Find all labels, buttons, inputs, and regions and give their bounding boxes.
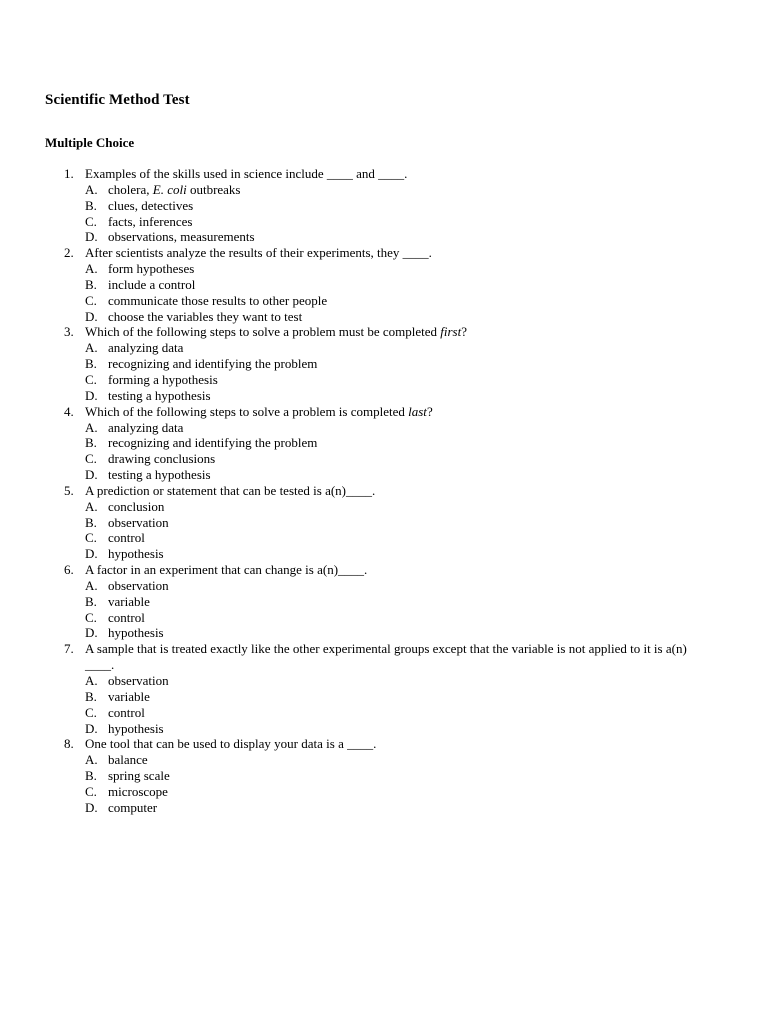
option-text: hypothesis xyxy=(108,546,164,562)
answer-option xyxy=(85,182,715,198)
question-text-segment: A sample that is treated exactly like the other experimental groups except that the variable is not applied to it is a(n) ____. xyxy=(85,641,687,673)
option-text: conclusion xyxy=(108,498,165,514)
answer-option xyxy=(85,689,715,705)
option-letter: B. xyxy=(85,514,97,530)
section-heading: Multiple Choice xyxy=(45,135,135,150)
option-letter: C. xyxy=(85,371,97,387)
option-letter: A. xyxy=(85,673,98,689)
answer-option xyxy=(85,625,715,641)
option-text: recognizing and identifying the problem xyxy=(108,435,318,451)
question-text-segment: last xyxy=(408,403,427,419)
question-text xyxy=(85,404,715,420)
question-item xyxy=(45,404,715,483)
option-letter: B. xyxy=(85,356,97,372)
option-letter: A. xyxy=(85,419,98,435)
option-letter: A. xyxy=(85,752,98,768)
option-letter: C. xyxy=(85,451,97,467)
answer-option xyxy=(85,198,715,214)
page-title: Scientific Method Test xyxy=(45,92,190,108)
answer-option xyxy=(85,515,715,531)
answer-option xyxy=(85,705,715,721)
option-text: observation xyxy=(108,577,169,593)
question-text-segment: A factor in an experiment that can change is a(n)____. xyxy=(85,561,368,577)
question-number: 3. xyxy=(64,324,74,340)
question-number: 5. xyxy=(64,482,74,498)
option-letter: C. xyxy=(85,530,97,546)
answer-option xyxy=(85,420,715,436)
answer-option xyxy=(85,800,715,816)
option-text: spring scale xyxy=(108,768,170,784)
option-letter: C. xyxy=(85,609,97,625)
option-text: testing a hypothesis xyxy=(108,387,211,403)
option-letter: D. xyxy=(85,799,98,815)
question-text xyxy=(85,641,715,673)
question-item xyxy=(45,641,715,736)
question-number: 4. xyxy=(64,403,74,419)
option-letter: B. xyxy=(85,197,97,213)
option-letter: C. xyxy=(85,704,97,720)
option-letter: B. xyxy=(85,688,97,704)
option-letter: B. xyxy=(85,593,97,609)
answer-option xyxy=(85,277,715,293)
question-item xyxy=(45,562,715,641)
option-text: include a control xyxy=(108,276,196,292)
question-text xyxy=(85,166,715,182)
option-letter: D. xyxy=(85,466,98,482)
question-number: 1. xyxy=(64,166,74,181)
answer-option xyxy=(85,340,715,356)
answer-option xyxy=(85,451,715,467)
answer-option xyxy=(85,435,715,451)
answer-option xyxy=(85,229,715,245)
option-list xyxy=(85,340,715,403)
question-text-segment: A prediction or statement that can be tested is a(n)____. xyxy=(85,482,376,498)
answer-option xyxy=(85,530,715,546)
answer-option xyxy=(85,768,715,784)
option-letter: A. xyxy=(85,340,98,356)
option-letter: D. xyxy=(85,387,98,403)
option-text: E. coli xyxy=(152,182,187,197)
option-letter: D. xyxy=(85,625,98,641)
option-text: microscope xyxy=(108,783,168,799)
option-text: balance xyxy=(108,752,148,768)
question-text-segment: Which of the following steps to solve a problem is completed xyxy=(85,403,409,419)
question-number: 8. xyxy=(64,736,74,752)
question-text xyxy=(85,483,715,499)
option-text: analyzing data xyxy=(108,340,184,356)
test-page xyxy=(45,90,715,816)
option-letter: D. xyxy=(85,720,98,736)
question-list xyxy=(45,166,715,816)
option-text: recognizing and identifying the problem xyxy=(108,356,318,372)
answer-option xyxy=(85,261,715,277)
question-text xyxy=(85,736,715,752)
answer-option xyxy=(85,356,715,372)
question-item xyxy=(45,166,715,245)
question-text-segment: After scientists analyze the results of their experiments, they ____. xyxy=(85,245,432,261)
option-list xyxy=(85,578,715,641)
option-text: cholera, xyxy=(108,182,153,197)
question-text-segment: One tool that can be used to display your data is a ____. xyxy=(85,736,377,752)
option-text: hypothesis xyxy=(108,720,164,736)
option-text: control xyxy=(108,609,145,625)
answer-option xyxy=(85,293,715,309)
question-text-segment: first xyxy=(440,324,462,340)
question-text xyxy=(85,562,715,578)
option-letter: C. xyxy=(85,292,97,308)
option-letter: B. xyxy=(85,276,97,292)
question-text-segment: ? xyxy=(461,324,468,340)
answer-option xyxy=(85,388,715,404)
answer-option xyxy=(85,372,715,388)
option-text: observations, measurements xyxy=(108,229,255,245)
option-letter: A. xyxy=(85,577,98,593)
question-text-segment: Which of the following steps to solve a problem must be completed xyxy=(85,324,441,340)
option-text: hypothesis xyxy=(108,625,164,641)
option-letter: D. xyxy=(85,308,98,324)
answer-option xyxy=(85,784,715,800)
question-number: 6. xyxy=(64,561,74,577)
option-list xyxy=(85,752,715,815)
question-text xyxy=(85,245,715,261)
question-number: 2. xyxy=(64,245,74,261)
answer-option xyxy=(85,673,715,689)
answer-option xyxy=(85,214,715,230)
option-text: form hypotheses xyxy=(108,261,195,277)
option-text: choose the variables they want to test xyxy=(108,308,303,324)
option-text: clues, detectives xyxy=(108,197,194,213)
option-text: control xyxy=(108,530,145,546)
option-letter: A. xyxy=(85,261,98,277)
option-text: computer xyxy=(108,799,158,815)
option-text: outbreaks xyxy=(186,182,241,197)
answer-option xyxy=(85,610,715,626)
option-list xyxy=(85,420,715,483)
option-letter: C. xyxy=(85,213,97,229)
option-text: testing a hypothesis xyxy=(108,466,211,482)
option-letter: B. xyxy=(85,768,97,784)
question-text xyxy=(85,324,715,340)
option-letter: D. xyxy=(85,229,98,245)
question-item xyxy=(45,245,715,324)
option-text: analyzing data xyxy=(108,419,184,435)
option-list xyxy=(85,261,715,324)
answer-option xyxy=(85,467,715,483)
answer-option xyxy=(85,499,715,515)
answer-option xyxy=(85,578,715,594)
option-text: drawing conclusions xyxy=(108,451,216,467)
option-list xyxy=(85,182,715,245)
question-item xyxy=(45,736,715,815)
option-list xyxy=(85,499,715,562)
answer-option xyxy=(85,546,715,562)
option-text: facts, inferences xyxy=(108,213,193,229)
option-letter: A. xyxy=(85,498,98,514)
question-item xyxy=(45,324,715,403)
question-text-segment: Examples of the skills used in science include ____ and ____. xyxy=(85,166,408,181)
option-text: observation xyxy=(108,514,169,530)
option-letter: B. xyxy=(85,435,97,451)
question-item xyxy=(45,483,715,562)
answer-option xyxy=(85,721,715,737)
option-list xyxy=(85,673,715,736)
question-number: 7. xyxy=(64,641,74,657)
option-text: forming a hypothesis xyxy=(108,371,218,387)
answer-option xyxy=(85,594,715,610)
option-letter: C. xyxy=(85,783,97,799)
option-text: variable xyxy=(108,688,150,704)
option-letter: D. xyxy=(85,546,98,562)
question-text-segment: ? xyxy=(426,403,433,419)
answer-option xyxy=(85,752,715,768)
answer-option xyxy=(85,309,715,325)
option-text: observation xyxy=(108,673,169,689)
option-letter: A. xyxy=(85,182,98,197)
option-text: communicate those results to other people xyxy=(108,292,328,308)
option-text: control xyxy=(108,704,145,720)
option-text: variable xyxy=(108,593,150,609)
